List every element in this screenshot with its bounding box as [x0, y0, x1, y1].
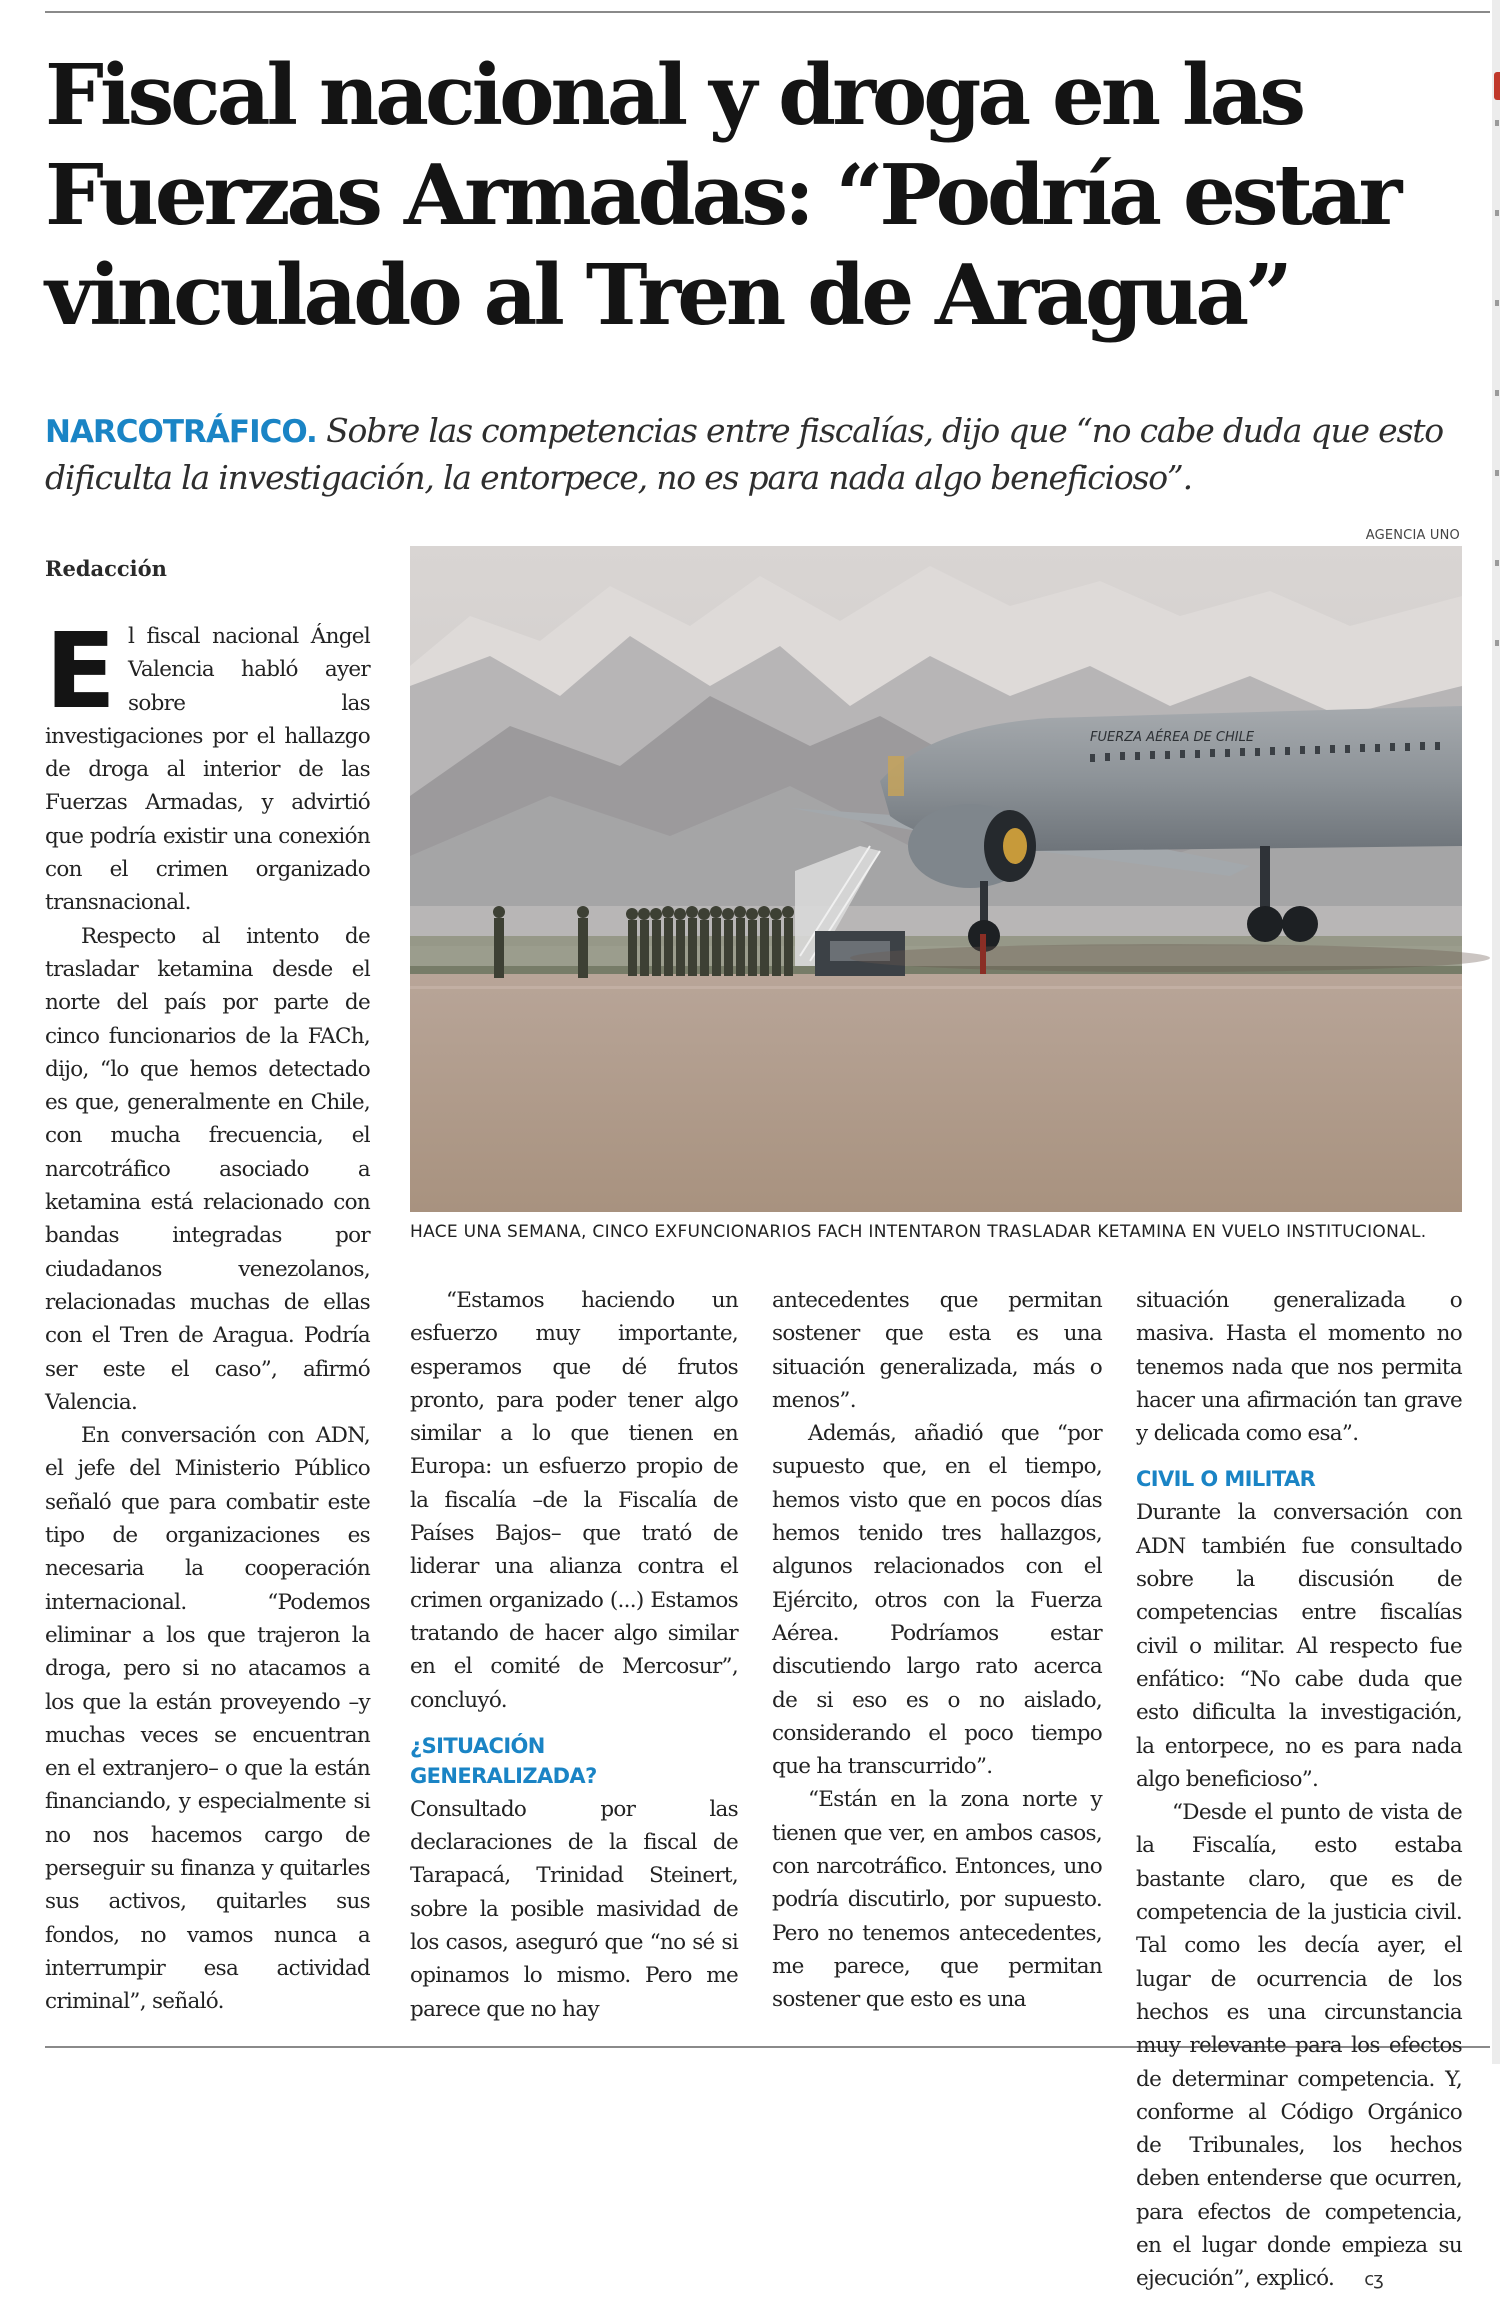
lede-text: Sobre las competencias entre fiscalías, dijo que “no cabe duda que esto dificulta la investigación, la entorpece, no es para nada algo beneficioso”.: [45, 411, 1443, 497]
article-column-4: [1136, 1284, 1462, 2292]
article-column-2: [410, 1284, 738, 2044]
photo-caption: HACE UNA SEMANA, CINCO EXFUNCIONARIOS FACH INTENTARON TRASLADAR KETAMINA EN VUELO INSTITUCIONAL.: [410, 1222, 1427, 1242]
red-marker: [1494, 72, 1500, 100]
paragraph-3: En conversación con ADN, el jefe del Ministerio Público señaló que para combatir este tipo de organizaciones es necesaria la cooperación internacional. “Podemos eliminar a los que trajeron la droga, pero si no atacamos a los que la están proveyendo –y muchas veces se encuentran en el extranjero– o que la están financiando, y especialmente si no nos hacemos cargo de perseguir su finanza y quitarles sus activos, quitarles sus fondos, no vamos nunca a interrumpir esa actividad criminal”, señaló.: [45, 1423, 370, 2015]
adjacent-page-edge: [1492, 0, 1500, 2064]
top-rule: [45, 11, 1490, 13]
paragraph-4: “Estamos haciendo un esfuerzo muy importante, esperamos que dé frutos pronto, para poder tener algo similar a lo que tienen en Europa: un esfuerzo propio de la fiscalía –de la Fiscalía de Países Bajos– que trató de liderar una alianza contra el crimen organizado (...) Estamos tratando de hacer algo similar en el comité de Mercosur”, concluyó.: [410, 1288, 738, 1713]
article-column-1: [45, 610, 370, 2040]
news-photo: [410, 546, 1462, 1212]
lede-kicker: NARCOTRÁFICO.: [45, 414, 317, 450]
lede: [45, 408, 1465, 501]
drop-cap: E: [45, 610, 117, 732]
photo-credit: AGENCIA UNO: [1365, 528, 1460, 543]
headline: Fiscal nacional y droga en las Fuerzas Armadas: “Podría estar vinculado al Tren de Aragua”: [45, 46, 1399, 344]
paragraph-1: El fiscal nacional Ángel Valencia habló ayer sobre las investigaciones por el hallazgo de droga al interior de las Fuerzas Armadas, y advirtió que podría existir una conexión con el crimen organizado transnacional.: [45, 610, 370, 916]
paragraph-7: “Están en la zona norte y tienen que ver, en ambos casos, con narcotráfico. Entonces, uno podría discutirlo, por supuesto. Pero no tenemos antecedentes, me parece, que permitan sostener que esto es una: [772, 1787, 1102, 2013]
article-column-3: [772, 1284, 1102, 2044]
paragraph-5-continued: antecedentes que permitan sostener que esta es una situación generalizada, más o menos”.: [772, 1288, 1102, 1413]
subhead-civil-o-militar: CIVIL O MILITAR: [1136, 1467, 1316, 1492]
paragraph-7-continued: situación generalizada o masiva. Hasta el momento no tenemos nada que nos permita hacer una afirmación tan grave y delicada como esa”.: [1136, 1288, 1462, 1447]
paragraph-5: Consultado por las declaraciones de la fiscal de Tarapacá, Trinidad Steinert, sobre la posible masividad de los casos, aseguró que “no sé si opinamos lo mismo. Pero me parece que no hay: [410, 1796, 738, 2022]
plane-label: FUERZA AÉREA DE CHILE: [1090, 730, 1255, 745]
end-mark: cʒ: [1364, 2269, 1384, 2291]
paragraph-2: Respecto al intento de trasladar ketamina desde el norte del país por parte de cinco funcionarios de la FACh, dijo, “lo que hemos detectado es que, generalmente en Chile, con mucha frecuencia, el narcotráfico asociado a ketamina está relacionado con bandas integradas por ciudadanos venezolanos, relacionadas muchas de ellas con el Tren de Aragua. Podría ser este el caso”, afirmó Valencia.: [45, 923, 370, 1415]
subhead-situacion-generalizada: ¿SITUACIÓN GENERALIZADA?: [410, 1733, 597, 1788]
paragraph-6: Además, añadió que “por supuesto que, en el tiempo, hemos visto que en pocos días hemos tenido tres hallazgos, algunos relacionados con el Ejército, otros con la Fuerza Aérea. Podríamos estar discutiendo largo rato acerca de si eso es o no aislado, considerando el poco tiempo que ha transcurrido”.: [772, 1421, 1102, 1780]
paragraph-8: Durante la conversación con ADN también fue consultado sobre la discusión de competencias entre fiscalías civil o militar. Al respecto fue enfático: “No cabe duda que esto dificulta la investigación, la entorpece, no es para nada algo beneficioso”.: [1136, 1500, 1462, 1792]
byline: Redacción: [45, 556, 167, 581]
airfield-photo-illustration: [410, 546, 1462, 1212]
paragraph-9: “Desde el punto de vista de la Fiscalía, esto estaba bastante claro, que es de competencia de la justicia civil. Tal como les decía ayer, el lugar de ocurrencia de los hechos es una circunstancia muy relevante para los efectos de determinar competencia. Y, conforme al Código Orgánico de Tribunales, los hechos deben entenderse que ocurren, para efectos de competencia, en el lugar donde empieza su ejecución”, explicó. cʒ: [1136, 1800, 1462, 2292]
